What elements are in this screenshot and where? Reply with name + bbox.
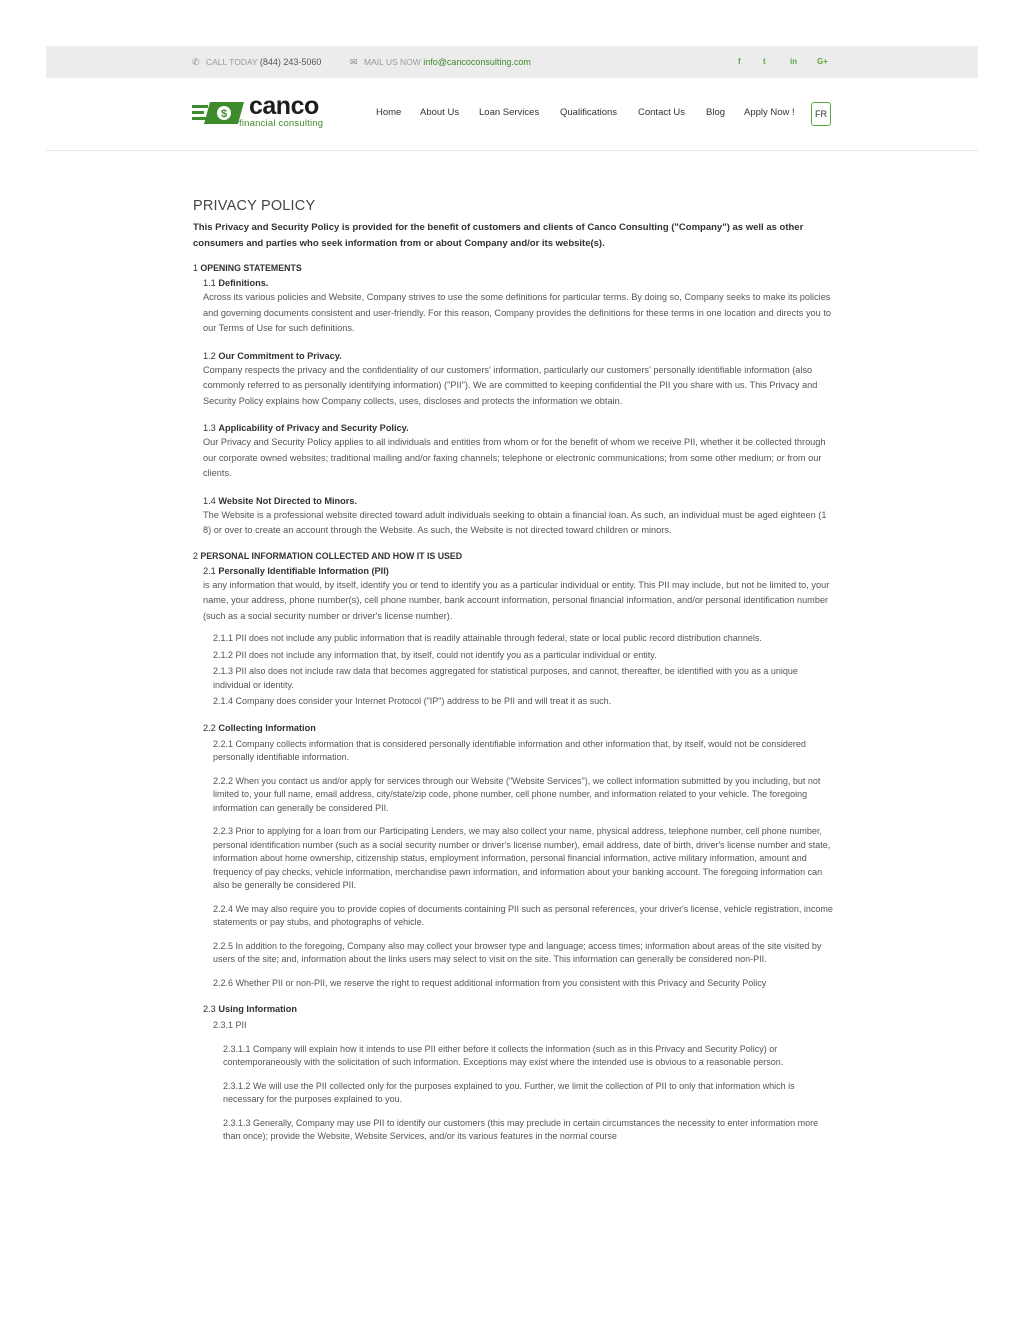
nav-about-us[interactable]: About Us xyxy=(420,107,460,118)
nav-home[interactable]: Home xyxy=(376,107,402,118)
logo-name[interactable]: canco xyxy=(249,92,319,120)
subsection: 2.3 Using Information xyxy=(203,1004,297,1014)
twitter-icon[interactable]: t xyxy=(763,57,766,66)
clause: 2.1.4 Company does consider your Internet Protocol ("IP") address to be PII and will treat it as such. xyxy=(213,696,612,706)
nav-apply-now[interactable]: Apply Now ! xyxy=(744,107,795,118)
clause: 2.2.6 Whether PII or non-PII, we reserve the right to request additional information from you consistent with this Privacy and Security Policy xyxy=(213,977,767,988)
logo-tagline: financial consulting xyxy=(239,118,324,129)
email-link[interactable]: info@cancoconsulting.com xyxy=(423,57,531,67)
subsection: 1.3 Applicability of Privacy and Security Policy. Our Privacy and Security Policy applies to all individuals and entities from whom or for the benefit of whom we receive PII, whether it be collected through our corporate owned websites; traditional mailing and/or faxing channels; telephone or electronic communications; from some other medium; or from our clients. xyxy=(203,423,826,478)
nav-loan-services[interactable]: Loan Services xyxy=(479,107,540,118)
clause: 2.2.5 In addition to the foregoing, Company also may collect your browser type and language; access times; information about areas of the site visited by users of the site; and, information about the links users may select to visit on the site. This information can generally be considered non-PII. xyxy=(213,940,822,964)
nav-blog[interactable]: Blog xyxy=(706,107,726,118)
clause: 2.2.1 Company collects information that is considered personally identifiable information and other information that, by itself, would not be considered personally identifiable information. xyxy=(213,738,806,762)
section-heading: 2 PERSONAL INFORMATION COLLECTED AND HOW IT IS USED xyxy=(193,550,463,561)
top-bar xyxy=(46,46,978,78)
mail-info: ✉ MAIL US NOW info@cancoconsulting.com xyxy=(350,46,531,78)
clause: 2.2.2 When you contact us and/or apply for services through our Website ("Website Services"), we collect information submitted by you including, but not limited to, your full name, email address, city/state/zip code, phone number, cell phone number, and information related to your vehicle. The foregoing information can generally be considered PII. xyxy=(213,775,821,813)
clause: 2.3.1.1 Company will explain how it intends to use PII either before it collects the information (such as in this Privacy and Security Policy) or contemporaneously with the solicitation of such information. Exceptions may exist where the intended use is obvious to a reasonable person. xyxy=(223,1043,784,1067)
clause: 2.3.1 PII xyxy=(213,1020,247,1030)
nav-qualifications[interactable]: Qualifications xyxy=(560,107,618,118)
phone-number[interactable]: (844) 243-5060 xyxy=(259,57,322,67)
clause: 2.1.2 PII does not include any information that, by itself, could not identify you as a particular individual or entity. xyxy=(213,649,657,660)
clause: 2.2.3 Prior to applying for a loan from our Participating Lenders, we may also collect your name, physical address, telephone number, cell phone number, personal identification number (such as a social security number or driver's license number), email address, date of birth, driver's license number and state, information about home ownership, citizenship status, employment information, personal financial information, active military information, amount and frequency of pay checks, vehicle information, merchandise pawn information, and information about your banking account. The foregoing information can also be generally be considered PII. xyxy=(213,826,831,890)
site-header xyxy=(46,78,978,151)
subsection: 1.2 Our Commitment to Privacy. Company respects the privacy and the confidentiality of our customers' information, particularly our customers' personally identifiable information (also commonly referred to as personally identifying information) ("PII"). We are committed to keeping confidential the PII you share with us. This Privacy and Security Policy explains how Company collects, uses, discloses and protects the information we obtain. xyxy=(203,350,818,406)
subsection: 1.1 Definitions. Across its various policies and Website, Company strives to use the some definitions for particular terms. By doing so, Company seeks to make its policies and governing documents consistent and user-friendly. For this reason, Company provides the definitions for these terms in one location and directs you to our Terms of Use for such definitions. xyxy=(203,278,831,333)
subsection: 2.2 Collecting Information xyxy=(203,722,316,733)
clause: 2.3.1.2 We will use the PII collected only for the purposes explained to you. Further, we limit the collection of PII to only that information which is necessary for the purposes explained to you. xyxy=(223,1080,795,1104)
language-toggle-button[interactable]: FR xyxy=(811,102,831,126)
phone-icon: ✆ xyxy=(192,57,200,67)
clause: 2.2.4 We may also require you to provide copies of documents containing PII such as personal references, your driver's license, vehicle registration, income statements or pay stubs, and photographs of vehicle. xyxy=(213,903,833,927)
google-plus-icon[interactable]: G+ xyxy=(817,57,828,66)
page-title: PRIVACY POLICY xyxy=(193,198,316,214)
call-info: ✆ CALL TODAY (844) 243-5060 xyxy=(192,46,321,78)
clause: 2.1.1 PII does not include any public information that is readily attainable through federal, state or local public record distribution channels. xyxy=(213,633,762,643)
policy-content xyxy=(193,198,833,1154)
clause: 2.1.3 PII also does not include raw data that becomes aggregated for statistical purposes, and cannot, thereafter, be identified with you as a unique individual or identity. xyxy=(213,666,798,690)
subsection: 1.4 Website Not Directed to Minors. The Website is a professional website directed toward adult individuals seeking to obtain a financial loan. As such, an individual must be aged eighteen (1 8) or over to create an account through the Website. As such, the Website is not directed toward children or minors. xyxy=(203,495,827,535)
intro-paragraph: This Privacy and Security Policy is provided for the benefit of customers and clients of Canco Consulting ("Company") as well as other consumers and parties who seek information from or about Company and/or its website(s). xyxy=(193,222,804,249)
facebook-icon[interactable]: f xyxy=(738,57,741,66)
section-heading: 1 OPENING STATEMENTS xyxy=(193,263,302,273)
subsection: 2.1 Personally Identifiable Information (PII) is any information that would, by itself, identify you or tend to identify you as a particular individual or entity. This PII may include, but not be limited to, your name, your address, phone number(s), cell phone number, bank account information, personal financial information, and/or personal identification number (such as a social security number or driver's license number). xyxy=(203,565,830,621)
svg-text:$: $ xyxy=(220,108,228,120)
linkedin-icon[interactable]: in xyxy=(790,57,798,66)
nav-contact-us[interactable]: Contact Us xyxy=(638,107,685,118)
clause: 2.3.1.3 Generally, Company may use PII to identify our customers (this may preclude in certain circumstances the necessity to enter information more than once); provide the Website, Website Services, and/or its various features in the normal course xyxy=(223,1117,819,1141)
envelope-icon: ✉ xyxy=(350,57,358,67)
